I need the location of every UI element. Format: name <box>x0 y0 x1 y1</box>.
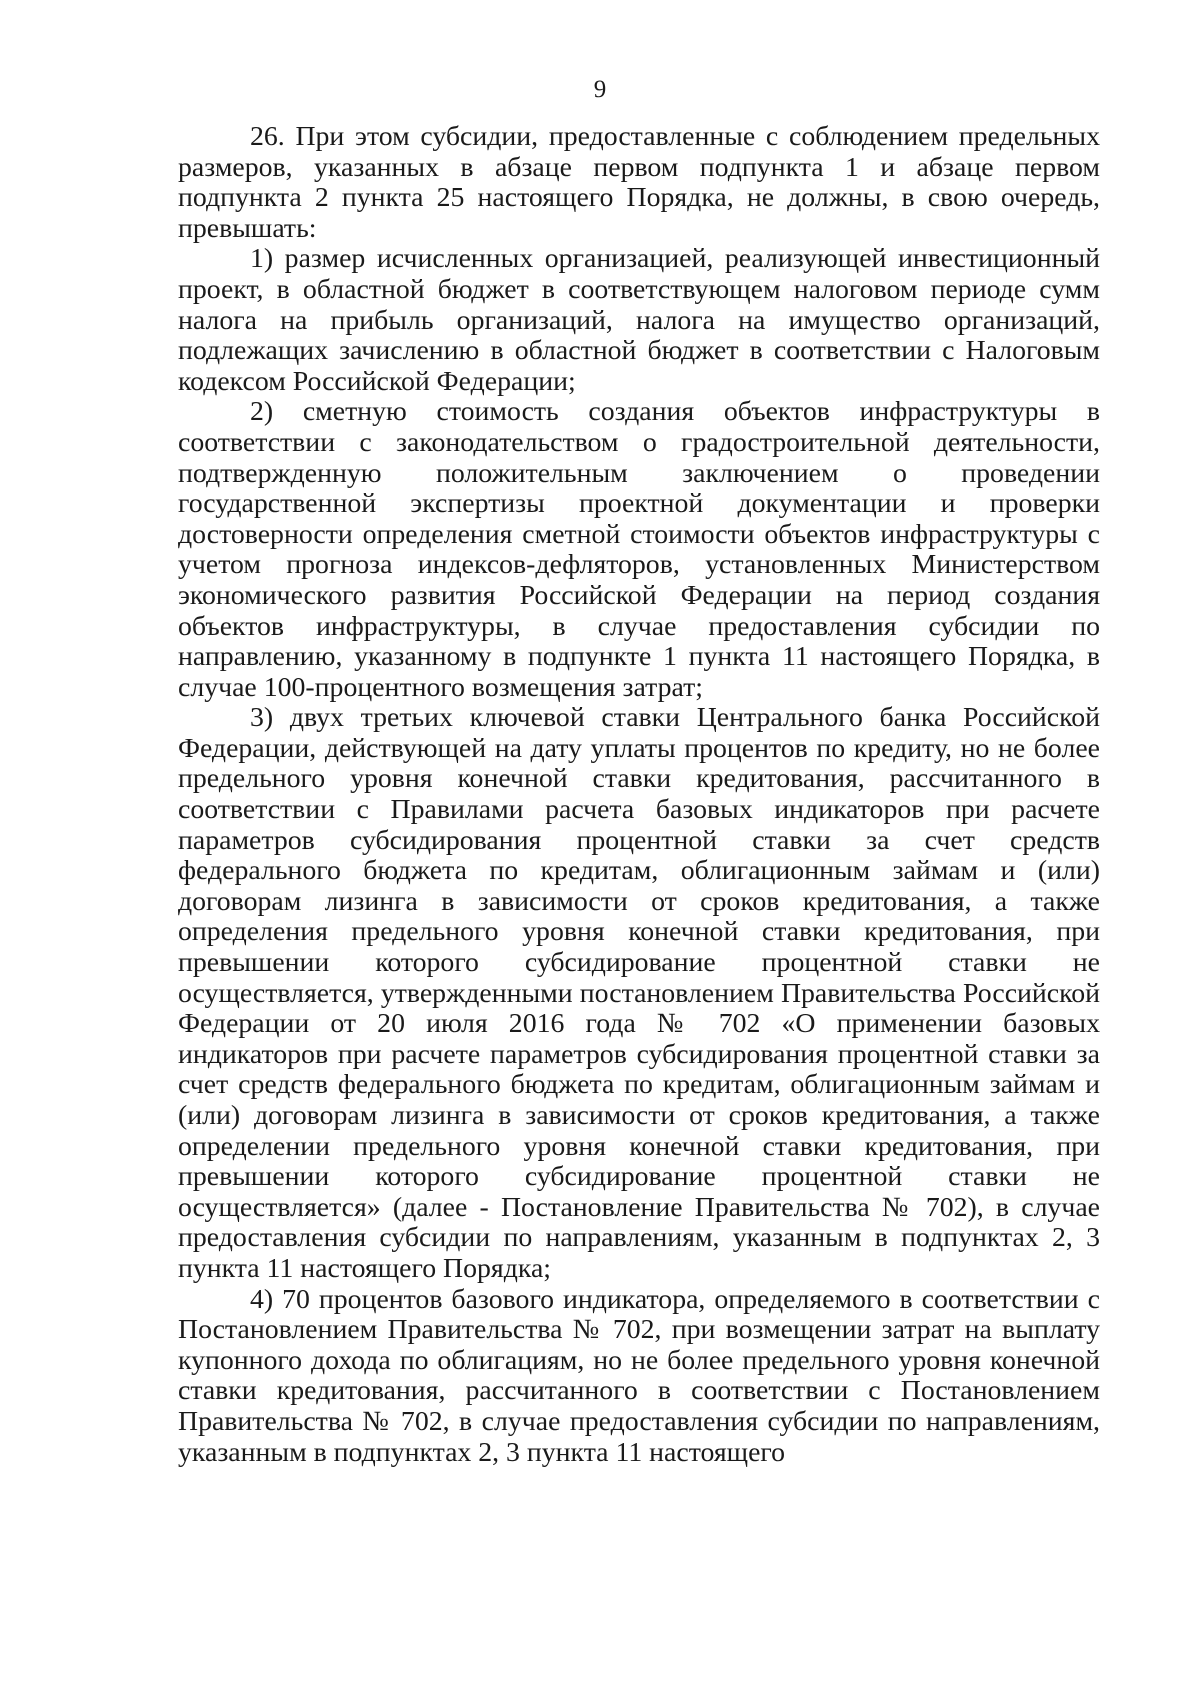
document-body <box>178 122 1100 1468</box>
list-item-1: 1) размер исчисленных организацией, реализующей инвестиционный проект, в областной бюджет в соответствующем налоговом периоде сумм налога на прибыль организаций, налога на имущество организаций, подлежащих зачислению в областной бюджет в соответствии с Налоговым кодексом Российской Федерации; <box>178 243 1100 397</box>
list-item-4: 4) 70 процентов базового индикатора, определяемого в соответствии с Постановлением Правительства № 702, при возмещении затрат на выплату купонного дохода по облигациям, но не более предельного уровня конечной ставки кредитования, рассчитанного в соответствии с Постановлением Правительства № 702, в случае предоставления субсидии по направлениям, указанным в подпунктах 2, 3 пункта 11 настоящего <box>178 1283 1100 1468</box>
paragraph-26: 26. При этом субсидии, предоставленные с соблюдением предельных размеров, указанных в абзаце первом подпункта 1 и абзаце первом подпункта 2 пункта 25 настоящего Порядка, не должны, в свою очередь, превышать: <box>178 121 1100 244</box>
page-number: 9 <box>593 76 607 103</box>
list-item-2: 2) сметную стоимость создания объектов инфраструктуры в соответствии с законодательством о градостроительной деятельности, подтвержденную положительным заключением о проведении государственной экспертизы проектной документации и проверки достоверности определения сметной стоимости объектов инфраструктуры с учетом прогноза индексов-дефляторов, установленных Министерством экономического развития Российской Федерации на период создания объектов инфраструктуры, в случае предоставления субсидии по направлению, указанному в подпункте 1 пункта 11 настоящего Порядка, в случае 100-процентного возмещения затрат; <box>178 396 1100 703</box>
list-item-3: 3) двух третьих ключевой ставки Центрального банка Российской Федерации, действующей на дату уплаты процентов по кредиту, но не более предельного уровня конечной ставки кредитования, рассчитанного в соответствии с Правилами расчета базовых индикаторов при расчете параметров субсидирования процентной ставки за счет средств федерального бюджета по кредитам, облигационным займам и (или) договорам лизинга в зависимости от сроков кредитования, а также определения предельного уровня конечной ставки кредитования, при превышении которого субсидирование процентной ставки не осуществляется, утвержденными постановлением Правительства Российской Федерации от 20 июля 2016 года № 702 «О применении базовых индикаторов при расчете параметров субсидирования процентной ставки за счет средств федерального бюджета по кредитам, облигационным займам и (или) договорам лизинга в зависимости от сроков кредитования, а также определении предельного уровня конечной ставки кредитования, при превышении которого субсидирование процентной ставки не осуществляется» (далее - Постановление Правительства № 702), в случае предоставления субсидии по направлениям, указанным в подпунктах 2, 3 пункта 11 настоящего Порядка; <box>178 702 1100 1284</box>
